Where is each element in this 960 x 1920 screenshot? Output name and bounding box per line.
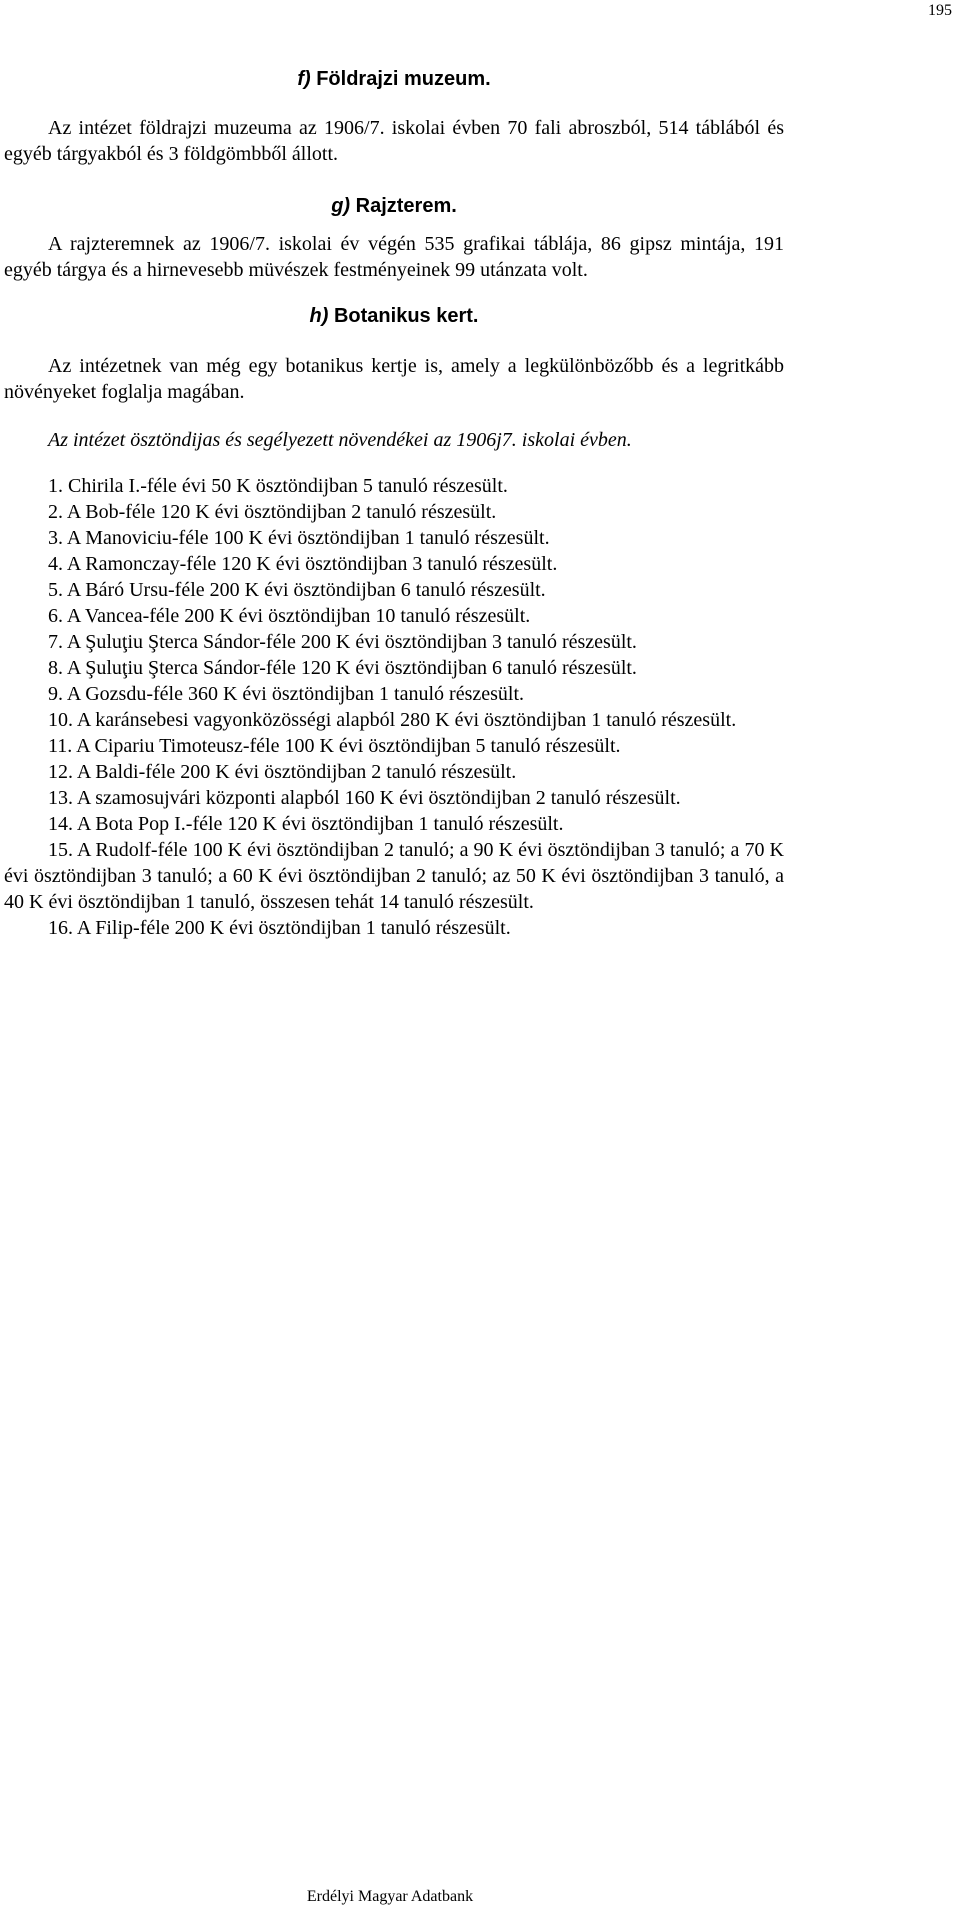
scholarship-list xyxy=(4,473,784,941)
list-item: 16. A Filip-féle 200 K évi ösztöndijban 1 tanuló részesült. xyxy=(48,917,511,939)
section-heading-g xyxy=(4,193,784,219)
list-item: 9. A Gozsdu-féle 360 K évi ösztöndijban 1 tanuló részesült. xyxy=(48,683,525,705)
list-item: 12. A Baldi-féle 200 K évi ösztöndijban 2 tanuló részesült. xyxy=(48,761,517,783)
list-item: 5. A Báró Ursu-féle 200 K évi ösztöndijban 6 tanuló részesült. xyxy=(48,579,546,601)
list-item: 14. A Bota Pop I.-féle 120 K évi ösztöndijban 1 tanuló részesült. xyxy=(48,813,564,835)
page-number: 195 xyxy=(928,2,952,19)
section-paragraph-f: Az intézet földrajzi muzeuma az 1906/7. iskolai évben 70 fali abroszból, 514 táblából és egyéb tárgyakból és 3 földgömbből állott. xyxy=(4,117,784,165)
section-letter: g) xyxy=(331,195,351,217)
section-paragraph-g: A rajzteremnek az 1906/7. iskolai év végén 535 grafikai táblája, 86 gipsz mintája, 191 egyéb tárgya és a hirnevesebb müvészek festményeinek 99 utánzata volt. xyxy=(4,233,784,281)
list-item: 6. A Vancea-féle 200 K évi ösztöndijban 10 tanuló részesült. xyxy=(48,605,531,627)
section-letter: f) xyxy=(297,68,311,90)
list-item: 4. A Ramonczay-féle 120 K évi ösztöndijban 3 tanuló részesült. xyxy=(48,553,558,575)
section-heading-h xyxy=(4,303,784,329)
list-item: 15. A Rudolf-féle 100 K évi ösztöndijban 2 tanuló; a 90 K évi ösztöndijban 3 tanuló; a 70 K évi ösztöndijban 3 tanuló; a 60 K évi ösztöndijban 2 tanuló; az 50 K évi ösztöndijban 3 tanuló, a 40 K évi ösztöndijban 1 tanuló, összesen tehát 14 tanuló részesült. xyxy=(4,839,784,913)
section-paragraph-h: Az intézetnek van még egy botanikus kertje is, amely a legkülönbözőbb és a legritkább növényeket foglalja magában. xyxy=(4,355,784,403)
list-item: 3. A Manoviciu-féle 100 K évi ösztöndijban 1 tanuló részesült. xyxy=(48,527,550,549)
list-item: 8. A Şuluţiu Şterca Sándor-féle 120 K évi ösztöndijban 6 tanuló részesült. xyxy=(48,657,637,679)
list-caption: Az intézet ösztöndijas és segélyezett növendékei az 1906j7. iskolai évben. xyxy=(48,429,632,451)
list-item: 2. A Bob-féle 120 K évi ösztöndijban 2 tanuló részesült. xyxy=(48,501,497,523)
section-title: Földrajzi muzeum. xyxy=(316,68,491,90)
section-title: Botanikus kert. xyxy=(333,305,479,327)
list-item: 13. A szamosujvári központi alapból 160 K évi ösztöndijban 2 tanuló részesült. xyxy=(48,787,681,809)
list-item: 10. A karánsebesi vagyonközösségi alapból 280 K évi ösztöndijban 1 tanuló részesült. xyxy=(48,709,737,731)
page-content xyxy=(4,66,784,941)
list-item: 1. Chirila I.-féle évi 50 K ösztöndijban 5 tanuló részesült. xyxy=(48,475,508,497)
footer-source: Erdélyi Magyar Adatbank xyxy=(306,1888,474,1905)
section-heading-f xyxy=(4,66,784,92)
section-letter: h) xyxy=(309,305,329,327)
list-item: 11. A Cipariu Timoteusz-féle 100 K évi ösztöndijban 5 tanuló részesült. xyxy=(48,735,621,757)
list-item: 7. A Şuluţiu Şterca Sándor-féle 200 K évi ösztöndijban 3 tanuló részesült. xyxy=(48,631,637,653)
section-title: Rajzterem. xyxy=(355,195,457,217)
